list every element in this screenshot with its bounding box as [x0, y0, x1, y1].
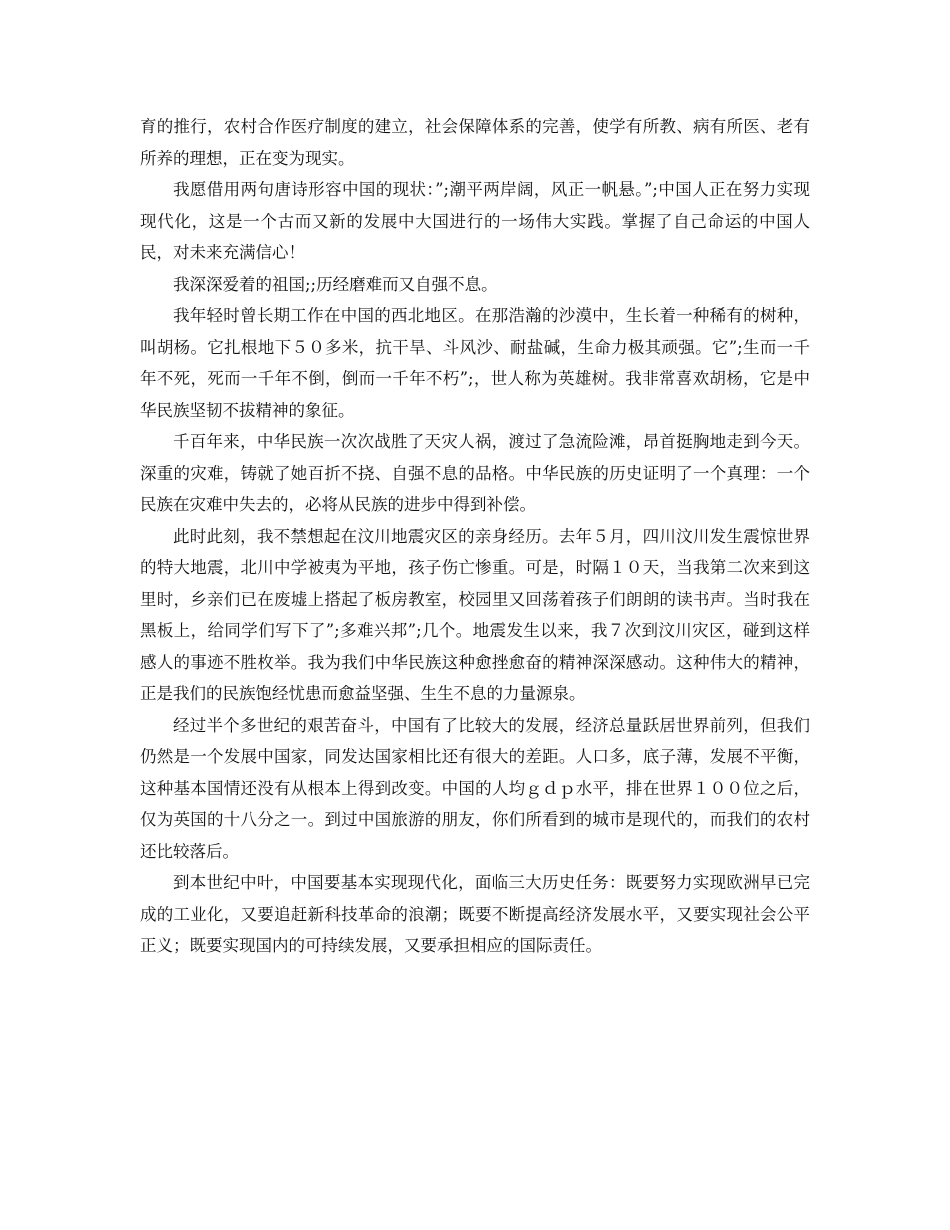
paragraph-4: 我年轻时曾长期工作在中国的西北地区。在那浩瀚的沙漠中，生长着一种稀有的树种，叫胡杨。它扎根地下５０多米，抗干旱、斗风沙、耐盐碱，生命力极其顽强。它”;生而一千年不死，死而一千年不倒，倒而一千年不朽”;，世人称为英雄树。我非常喜欢胡杨，它是中华民族坚韧不拔精神的象征。	[140, 306, 810, 420]
paragraph-3: 我深深爱着的祖国;;历经磨难而又自强不息。	[173, 274, 498, 294]
paragraph-6: 此时此刻，我不禁想起在汶川地震灾区的亲身经历。去年５月，四川汶川发生震惊世界的特大地震，北川中学被夷为平地，孩子伤亡惨重。可是，时隔１０天，当我第二次来到这里时，乡亲们已在废墟上搭起了板房教室，校园里又回荡着孩子们朗朗的读书声。当时我在黑板上，给同学们写下了”;多难兴邦”;几个。地震发生以来，我７次到汶川灾区，碰到这样感人的事迹不胜枚举。我为我们中华民族这种愈挫愈奋的精神深深感动。这种伟大的精神，正是我们的民族饱经忧患而愈益坚强、生生不息的力量源泉。	[140, 526, 810, 703]
paragraph-2: 我愿借用两句唐诗形容中国的现状：”;潮平两岸阔，风正一帆悬。”;中国人正在努力实现现代化，这是一个古而又新的发展中大国进行的一场伟大实践。掌握了自己命运的中国人民，对未来充满信心！	[140, 180, 810, 262]
paragraph-5: 千百年来，中华民族一次次战胜了天灾人祸，渡过了急流险滩，昂首挺胸地走到今天。深重的灾难，铸就了她百折不挠、自强不息的品格。中华民族的历史证明了一个真理：一个民族在灾难中失去的，必将从民族的进步中得到补偿。	[140, 432, 810, 514]
document-body	[140, 111, 810, 962]
paragraph-1: 育的推行，农村合作医疗制度的建立，社会保障体系的完善，使学有所教、病有所医、老有所养的理想，正在变为现实。	[140, 117, 810, 168]
paragraph-8: 到本世纪中叶，中国要基本实现现代化，面临三大历史任务：既要努力实现欧洲早已完成的工业化，又要追赶新科技革命的浪潮；既要不断提高经济发展水平，又要实现社会公平正义；既要实现国内的可持续发展，又要承担相应的国际责任。	[140, 873, 810, 955]
paragraph-7: 经过半个多世纪的艰苦奋斗，中国有了比较大的发展，经济总量跃居世界前列，但我们仍然是一个发展中国家，同发达国家相比还有很大的差距。人口多，底子薄，发展不平衡，这种基本国情还没有从根本上得到改变。中国的人均ｇｄｐ水平，排在世界１００位之后，仅为英国的十八分之一。到过中国旅游的朋友，你们所看到的城市是现代的，而我们的农村还比较落后。	[140, 715, 810, 861]
